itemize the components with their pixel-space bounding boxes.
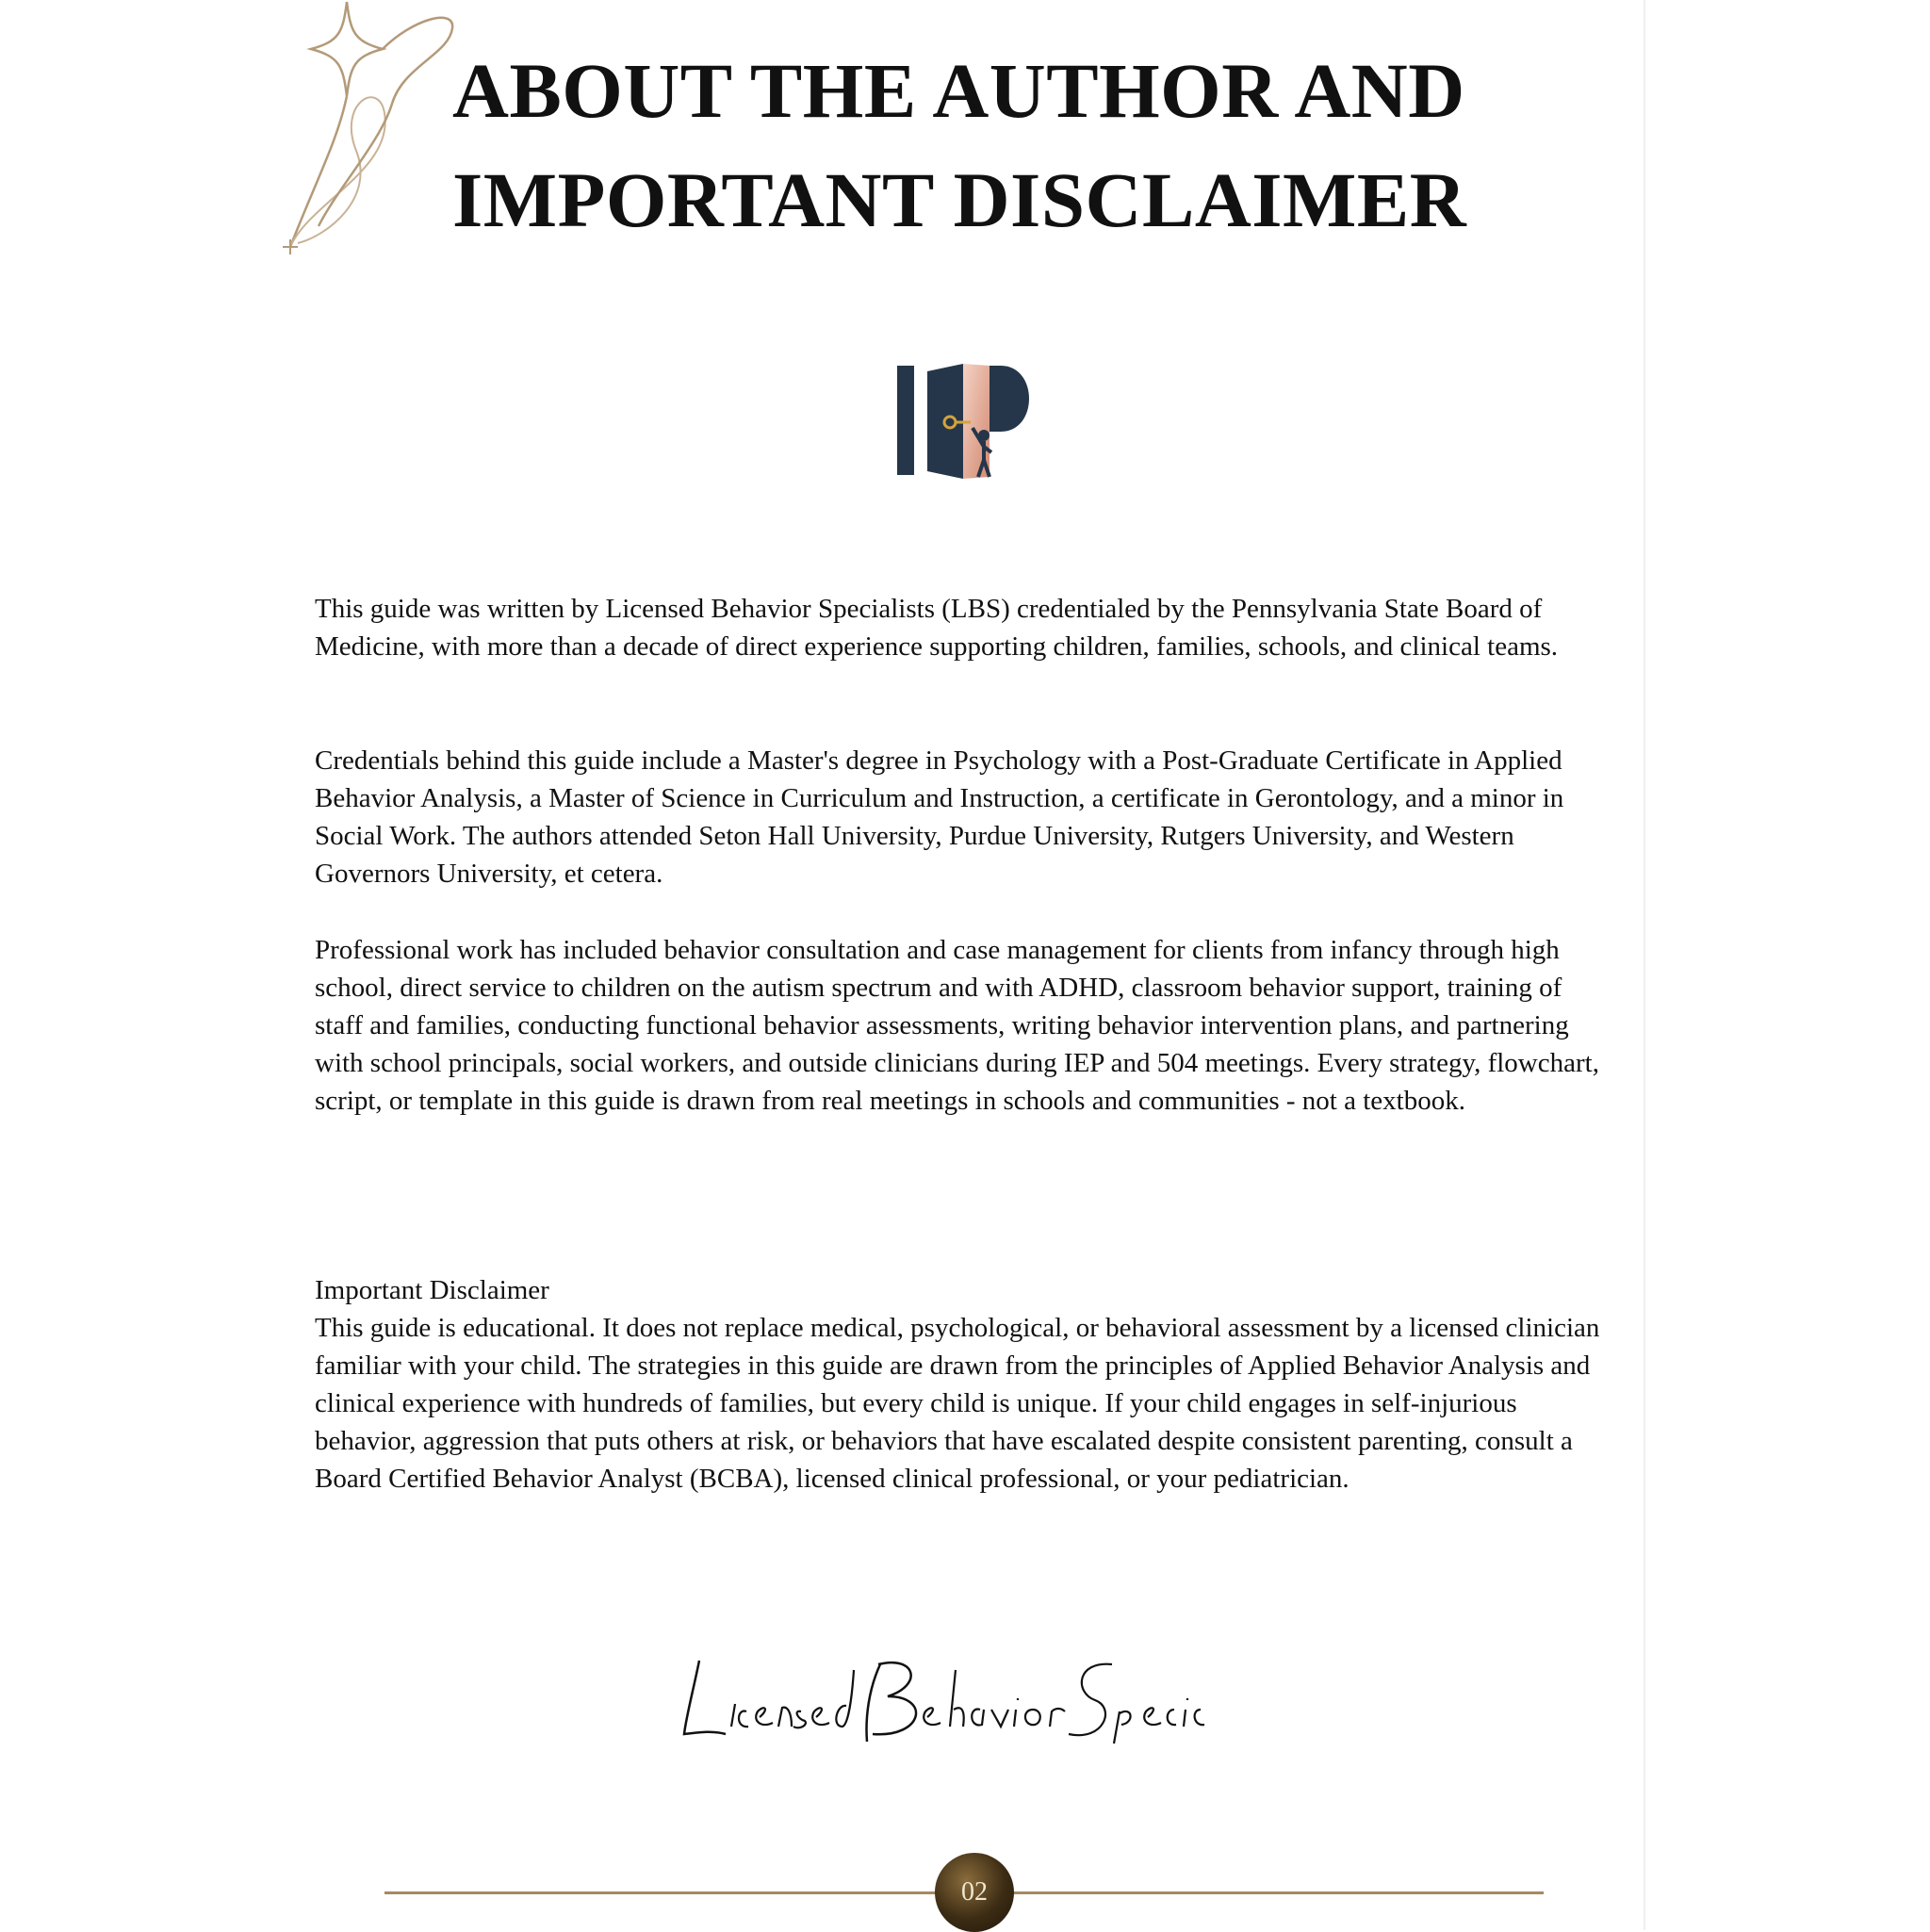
disclaimer-heading: Important Disclaimer bbox=[315, 1275, 549, 1305]
page-title bbox=[452, 36, 1621, 254]
star-flourish-icon bbox=[281, 0, 460, 259]
disclaimer-text: This guide is educational. It does not replace medical, psychological, or behavioral assessment by a licensed clinician familiar with your child. The strategies in this guide are drawn from the principles of Applied Behavior Analysis and clinical experience with hundreds of families, but every child is unique. If your child engages in self-injurious behavior, aggression that puts others at risk, or behaviors that have escalated despite consistent parenting, consult a Board Certified Behavior Analyst (BCBA), licensed clinical professional, or your pediatrician. bbox=[315, 1313, 1600, 1494]
page-title-line-2: IMPORTANT DISCLAIMER bbox=[452, 156, 1467, 243]
page-number-badge bbox=[935, 1853, 1014, 1932]
footer-line-right bbox=[1010, 1891, 1544, 1894]
footer-line-left bbox=[384, 1891, 942, 1894]
page-edge-divider bbox=[1644, 0, 1645, 1930]
author-paragraph-1: This guide was written by Licensed Behavior Specialists (LBS) credentialed by the Pennsylvania State Board of Medicine, with more than a decade of direct experience supporting children, families, schools, and clinical teams. bbox=[315, 594, 1559, 662]
iep-door-logo-icon bbox=[895, 362, 1037, 479]
signature-icon bbox=[680, 1651, 1208, 1745]
page-title-line-1: ABOUT THE AUTHOR AND bbox=[452, 47, 1465, 134]
page-number: 02 bbox=[961, 1877, 988, 1907]
author-paragraph-3: Professional work has included behavior consultation and case management for clients from infancy through high school, direct service to children on the autism spectrum and with ADHD, classroom behavior support, training of staff and families, conducting functional behavior assessments, writing behavior intervention plans, and partnering with school principals, social workers, and outside clinicians during IEP and 504 meetings. Every strategy, flowchart, script, or template in this guide is drawn from real meetings in schools and communities - not a textbook. bbox=[315, 935, 1599, 1116]
author-paragraph-2: Credentials behind this guide include a Master's degree in Psychology with a Post-Graduate Certificate in Applied Behavior Analysis, a Master of Science in Curriculum and Instruction, a certificate in Gerontology, and a minor in Social Work. The authors attended Seton Hall University, Purdue University, Rutgers University, and Western Governors University, et cetera. bbox=[315, 745, 1564, 889]
